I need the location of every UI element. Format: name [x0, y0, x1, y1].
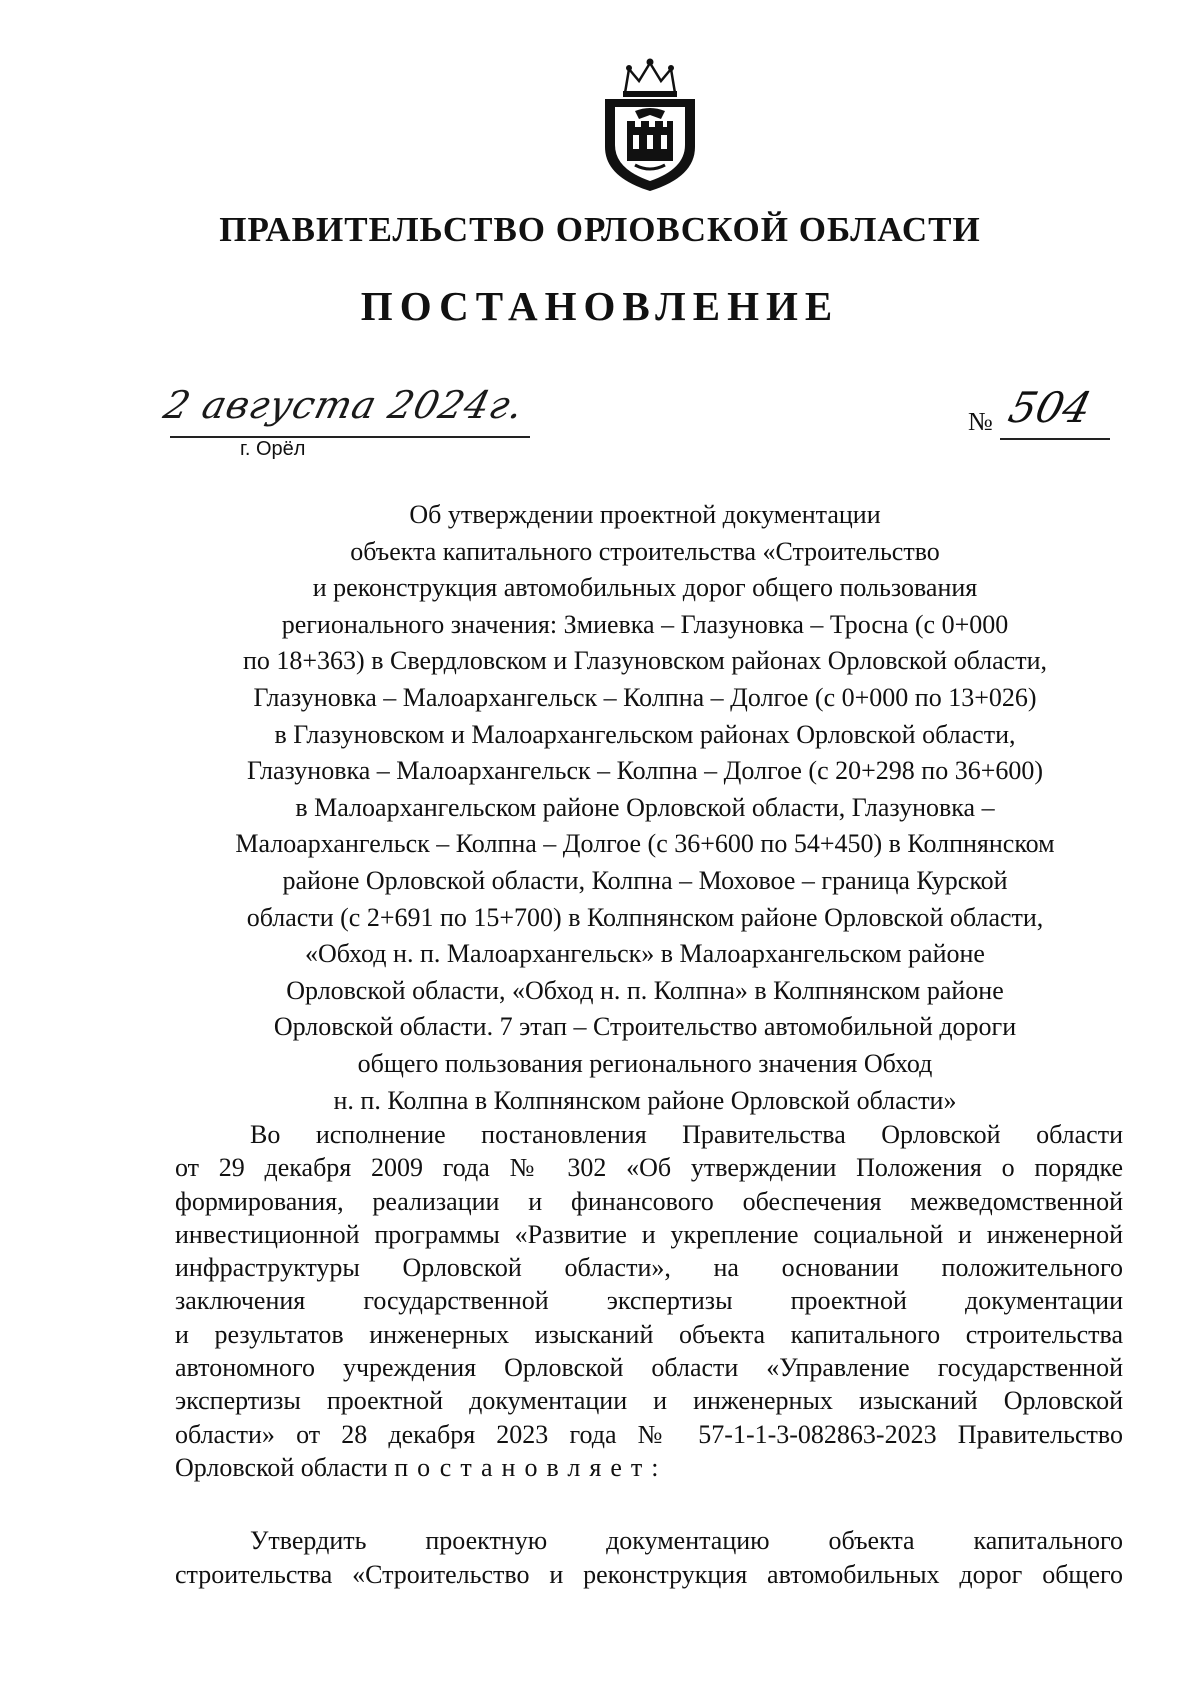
subject-line: регионального значения: Змиевка – Глазуновка – Тросна (с 0+000 [281, 609, 1009, 639]
paragraph1-line: инвестиционной программы «Развитие и укрепление социальной и инженерной [175, 1219, 1123, 1249]
paragraph1-line: формирования, реализации и финансового обеспечения межведомственной [175, 1186, 1123, 1216]
handwritten-date: 2 августа 2024г. [159, 383, 529, 427]
subject-line: Глазуновка – Малоархангельск – Колпна – Долгое (с 0+000 по 13+026) [253, 682, 1037, 712]
subject-line: н. п. Колпна в Колпнянском районе Орловской области» [333, 1085, 957, 1115]
subject-line: Об утверждении проектной документации [409, 500, 881, 529]
number-sign: № [968, 407, 993, 436]
paragraph1-last-prefix: Орловской области [175, 1452, 395, 1482]
paragraph2-line: строительства «Строительство и реконструкция автомобильных дорог общего [175, 1559, 1123, 1589]
subject-line: и реконструкция автомобильных дорог общего пользования [312, 573, 978, 603]
resolves-word: постановляет [394, 1452, 652, 1482]
paragraph1-line: и результатов инженерных изысканий объекта капитального строительства [175, 1319, 1123, 1349]
paragraph1-line: инфраструктуры Орловской области», на основании положительного [175, 1253, 1123, 1283]
paragraph1-line: экспертизы проектной документации и инженерных изысканий Орловской [175, 1386, 1123, 1416]
subject-line: «Обход н. п. Малоархангельск» в Малоархангельском районе [305, 939, 985, 969]
paragraph1-line: автономного учреждения Орловской области «Управление государственной [175, 1353, 1123, 1383]
paragraph1-line: области» от 28 декабря 2023 года № 57-1-1-3-082863-2023 Правительство [175, 1419, 1123, 1449]
subject-line: Орловской области, «Обход н. п. Колпна» в Колпнянском районе [286, 975, 1004, 1005]
subject-line: общего пользования регионального значения Обход [357, 1048, 933, 1078]
subject-line: в Глазуновском и Малоархангельском районах Орловской области, [274, 719, 1016, 749]
paragraph1-last-line [175, 1451, 1123, 1484]
government-title: ПРАВИТЕЛЬСТВО ОРЛОВСКОЙ ОБЛАСТИ [219, 210, 981, 249]
subject-line: Орловской области. 7 этап – Строительство автомобильной дороги [273, 1012, 1017, 1042]
document-body [175, 1118, 1123, 1591]
subject-line: в Малоархангельском районе Орловской области, Глазуновка – [295, 792, 995, 822]
subject-line: области (с 2+691 по 15+700) в Колпнянском районе Орловской области, [246, 902, 1044, 932]
subject-line: по 18+363) в Свердловском и Глазуновском районах Орловской области, [242, 646, 1047, 676]
number-underline [1000, 438, 1110, 440]
subject-line: Малоархангельск – Колпна – Долгое (с 36+600 по 54+450) в Колпнянском [235, 829, 1055, 859]
paragraph1-line: от 29 декабря 2009 года № 302 «Об утверждении Положения о порядке [175, 1153, 1123, 1183]
orel-oblast-coat-of-arms-icon [595, 55, 705, 195]
paragraph1-last-suffix: : [651, 1452, 659, 1482]
subject-line: районе Орловской области, Колпна – Моховое – граница Курской [282, 865, 1008, 895]
city-label: г. Орёл [240, 438, 306, 460]
subject-line: объекта капитального строительства «Строительство [350, 536, 940, 566]
handwritten-document-number: 504 [1003, 383, 1097, 432]
subject-line: Глазуновка – Малоархангельск – Колпна – Долгое (с 20+298 по 36+600) [246, 756, 1044, 786]
paragraph1-line: заключения государственной экспертизы проектной документации [175, 1286, 1123, 1316]
document-subject [170, 497, 1120, 1119]
date-underline [170, 436, 530, 438]
paragraph-gap [175, 1484, 1123, 1524]
paragraph1-line: Во исполнение постановления Правительства Орловской области [250, 1120, 1123, 1149]
paragraph2-line: Утвердить проектную документацию объекта капитального [250, 1526, 1123, 1556]
document-type-title: ПОСТАНОВЛЕНИЕ [360, 283, 840, 329]
